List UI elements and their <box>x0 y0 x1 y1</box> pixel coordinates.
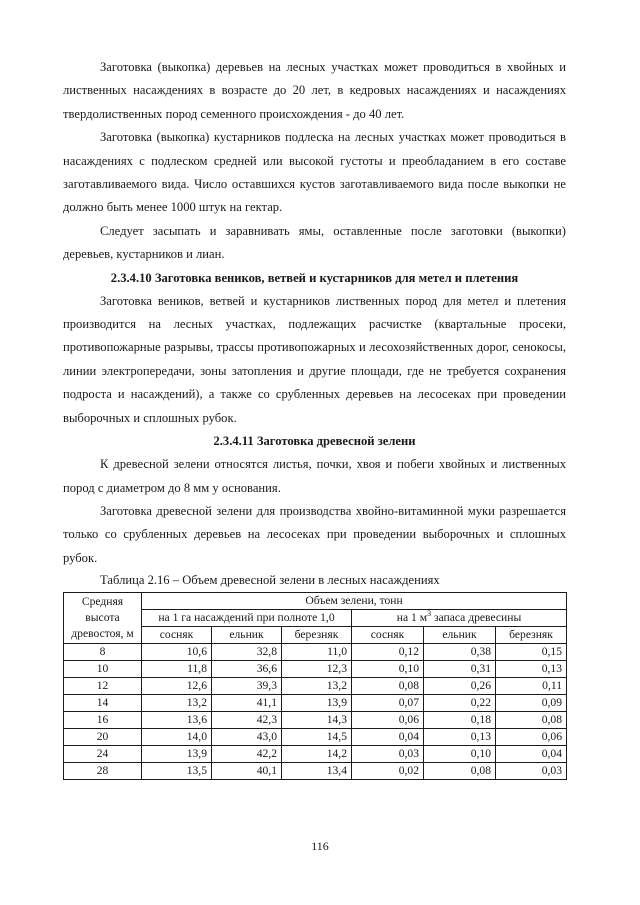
cell-value: 0,10 <box>424 746 496 763</box>
cell-value: 0,07 <box>352 695 424 712</box>
cell-value: 10,6 <box>142 644 212 661</box>
cell-value: 0,08 <box>424 763 496 780</box>
cell-value: 14,3 <box>282 712 352 729</box>
cell-value: 39,3 <box>212 678 282 695</box>
cell-value: 13,2 <box>142 695 212 712</box>
table-row <box>64 644 567 661</box>
cell-height: 16 <box>64 712 142 729</box>
cell-height: 12 <box>64 678 142 695</box>
cell-value: 13,5 <box>142 763 212 780</box>
cell-value: 14,0 <box>142 729 212 746</box>
paragraph-greenery-harvest: Заготовка древесной зелени для производства хвойно-витаминной муки разрешается только со срубленных деревьев на лесосеках при проведении выборочных и сплошных рубок. <box>63 503 566 565</box>
table-row <box>64 746 567 763</box>
cell-value: 11,0 <box>282 644 352 661</box>
cell-value: 0,11 <box>496 678 567 695</box>
header-average-height: Средняя высота древостоя, м <box>64 593 142 644</box>
table-row <box>64 678 567 695</box>
cell-value: 0,12 <box>352 644 424 661</box>
cell-value: 14,2 <box>282 746 352 763</box>
paragraph-brooms: Заготовка веников, ветвей и кустарников лиственных пород для метел и плетения производится на лесных участках, подлежащих расчистке (квартальные просеки, противопожарные разрывы, трассы противопожарных и лесохозяйственных дорог, сенокосы, линии электропередачи, зоны затопления и другие площади, где не требуется сохранения подроста и насаждений), а также со срубленных деревьев на лесосеках при проведении выборочных и сплошных рубок. <box>63 293 566 425</box>
cell-height: 8 <box>64 644 142 661</box>
cell-value: 0,15 <box>496 644 567 661</box>
cell-height: 14 <box>64 695 142 712</box>
cell-value: 0,06 <box>352 712 424 729</box>
cell-value: 42,2 <box>212 746 282 763</box>
cell-value: 0,03 <box>352 746 424 763</box>
cell-value: 36,6 <box>212 661 282 678</box>
cell-value: 13,4 <box>282 763 352 780</box>
header-per-cubic-meter: на 1 $м^3$ запаса древесины <box>352 610 567 627</box>
cell-value: 0,13 <box>424 729 496 746</box>
cell-height: 20 <box>64 729 142 746</box>
cell-value: 0,22 <box>424 695 496 712</box>
cell-value: 0,08 <box>352 678 424 695</box>
cell-height: 28 <box>64 763 142 780</box>
cell-value: 0,26 <box>424 678 496 695</box>
cell-value: 0,02 <box>352 763 424 780</box>
cell-value: 14,5 <box>282 729 352 746</box>
cell-value: 0,06 <box>496 729 567 746</box>
cell-value: 12,3 <box>282 661 352 678</box>
paragraph-fill-pits: Следует засыпать и заравнивать ямы, оставленные после заготовки (выкопки) деревьев, кустарников и лиан. <box>63 223 566 262</box>
document-page <box>63 56 566 780</box>
cell-value: 0,04 <box>496 746 567 763</box>
table-row <box>64 695 567 712</box>
table-caption: Таблица 2.16 – Объем древесной зелени в лесных насаждениях <box>100 573 440 588</box>
cell-height: 24 <box>64 746 142 763</box>
table-row <box>64 712 567 729</box>
cell-value: 0,10 <box>352 661 424 678</box>
paragraph-tree-digging: Заготовка (выкопка) деревьев на лесных участках может проводиться в хвойных и лиственных насаждениях в возрасте до 20 лет, в кедровых насаждениях и насаждениях твердолиственных пород семенного происхождения - до 40 лет. <box>63 60 566 121</box>
table-row <box>64 763 567 780</box>
header-species: ельник <box>424 627 496 644</box>
cell-value: 43,0 <box>212 729 282 746</box>
header-greenery-volume: Объем зелени, тонн <box>142 593 567 610</box>
cell-value: 0,08 <box>496 712 567 729</box>
cell-value: 0,38 <box>424 644 496 661</box>
cell-value: 13,9 <box>142 746 212 763</box>
table-row <box>64 661 567 678</box>
cell-value: 0,13 <box>496 661 567 678</box>
cell-height: 10 <box>64 661 142 678</box>
header-species: березняк <box>496 627 567 644</box>
page-number: 116 <box>311 839 329 853</box>
cell-value: 0,18 <box>424 712 496 729</box>
cell-value: 13,6 <box>142 712 212 729</box>
section-heading-brooms: 2.3.4.10 Заготовка веников, ветвей и кустарников для метел и плетения <box>110 270 519 285</box>
cell-value: 13,9 <box>282 695 352 712</box>
header-species: ельник <box>212 627 282 644</box>
cell-value: 41,1 <box>212 695 282 712</box>
greenery-volume-table <box>63 592 567 780</box>
cell-value: 0,09 <box>496 695 567 712</box>
header-species: сосняк <box>142 627 212 644</box>
paragraph-shrub-digging: Заготовка (выкопка) кустарников подлеска на лесных участках может проводиться в насаждениях с подлеском средней или высокой густоты и преобладанием в его составе заготавливаемого вида. Число оставшихся кустов заготавливаемого вида после выкопки не должно быть менее 1000 штук на гектар. <box>63 130 566 215</box>
header-species: березняк <box>282 627 352 644</box>
cell-value: 11,8 <box>142 661 212 678</box>
cell-value: 42,3 <box>212 712 282 729</box>
table-row <box>64 729 567 746</box>
paragraph-greenery-definition: К древесной зелени относятся листья, почки, хвоя и побеги хвойных и лиственных пород с диаметром до 8 мм у основания. <box>63 457 566 495</box>
cell-value: 40,1 <box>212 763 282 780</box>
cell-value: 13,2 <box>282 678 352 695</box>
section-heading-greenery: 2.3.4.11 Заготовка древесной зелени <box>213 434 416 449</box>
cell-value: 0,03 <box>496 763 567 780</box>
cell-value: 12,6 <box>142 678 212 695</box>
header-per-hectare: на 1 га насаждений при полноте 1,0 <box>142 610 352 627</box>
cell-value: 0,31 <box>424 661 496 678</box>
cell-value: 32,8 <box>212 644 282 661</box>
cell-value: 0,04 <box>352 729 424 746</box>
header-species: сосняк <box>352 627 424 644</box>
